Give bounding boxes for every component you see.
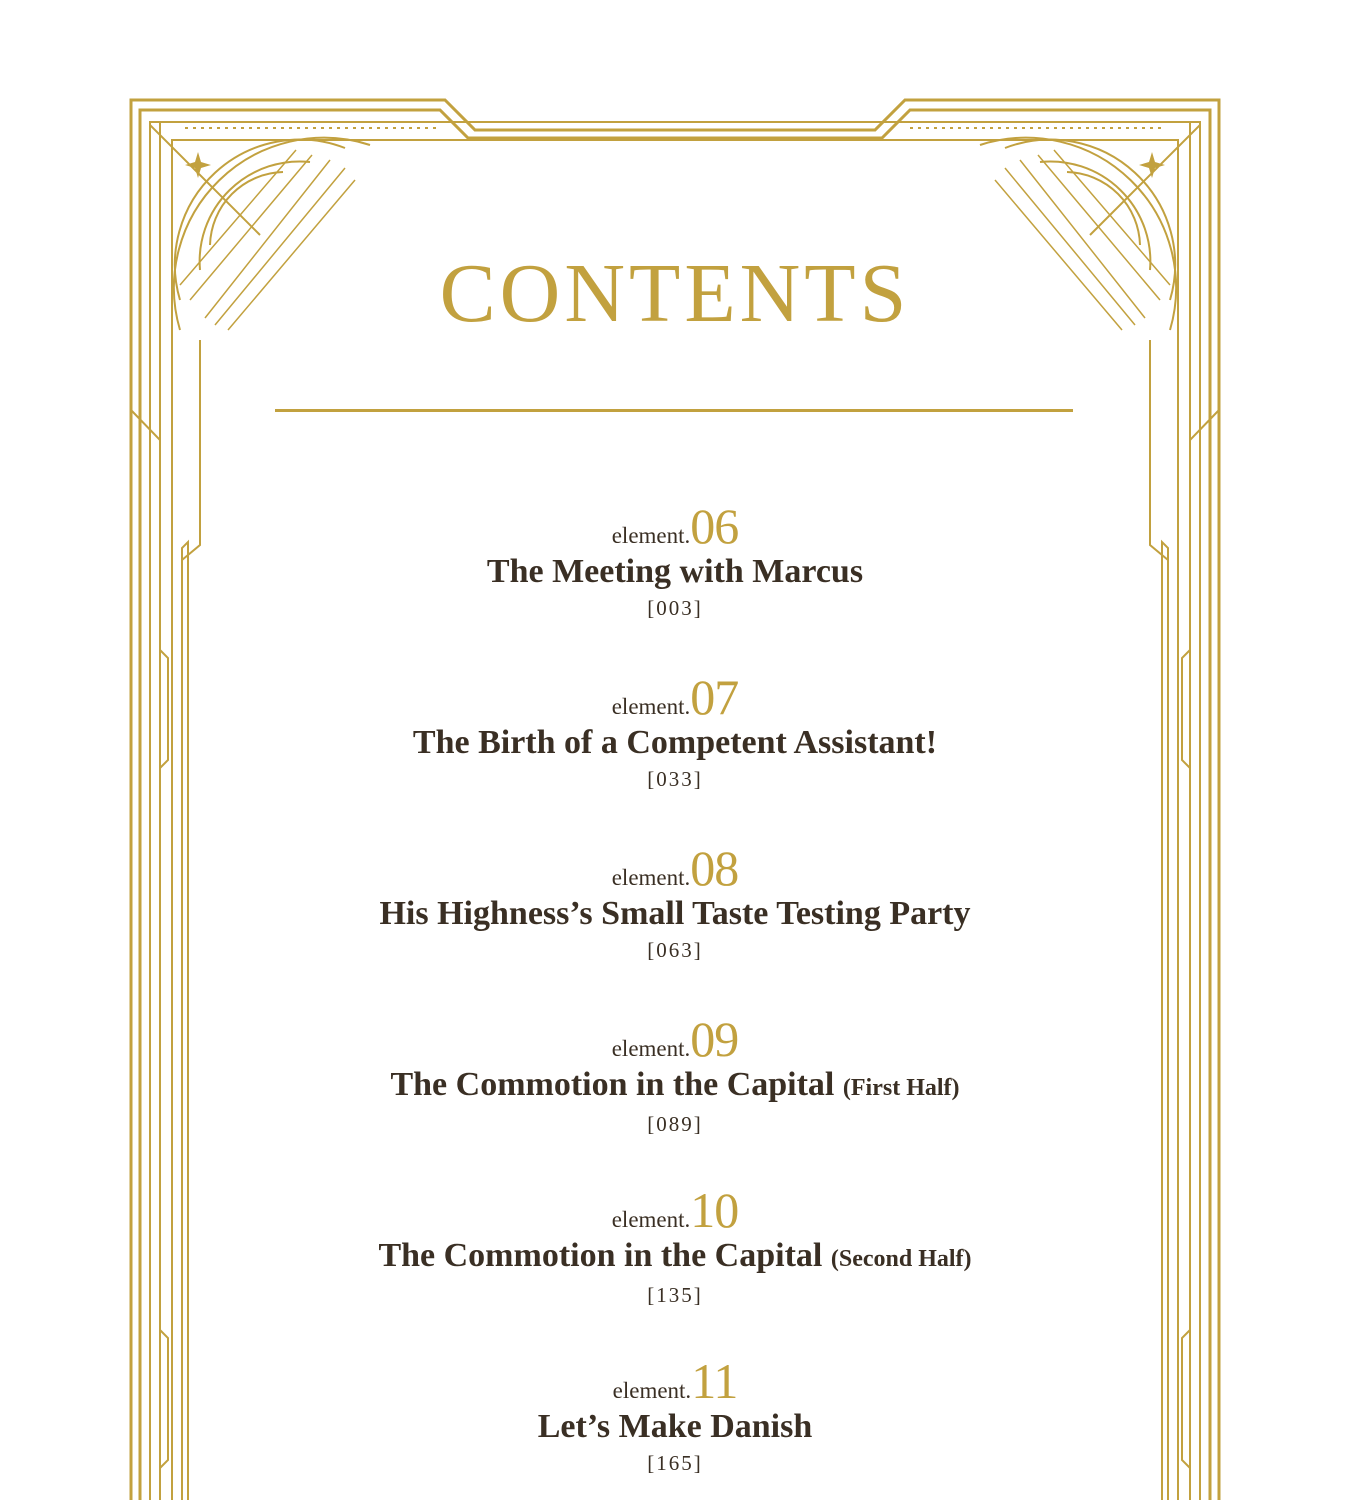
toc-entry[interactable]	[0, 671, 1350, 793]
entry-subtitle: (First Half)	[842, 1075, 960, 1101]
entry-title-text: The Meeting with Marcus	[486, 553, 864, 590]
entry-subtitle: (Second Half)	[830, 1246, 972, 1272]
element-number: 07	[690, 669, 739, 725]
page-number: [089]	[647, 1112, 703, 1136]
page-number: [135]	[647, 1283, 703, 1307]
entry-title	[0, 894, 1350, 934]
entry-title	[0, 1236, 1350, 1279]
page-number: [033]	[647, 767, 703, 791]
element-label: element.	[611, 523, 691, 548]
toc-entry[interactable]	[0, 500, 1350, 622]
entry-title	[0, 1065, 1350, 1108]
toc-entry[interactable]	[0, 1013, 1350, 1138]
toc-entry[interactable]	[0, 1184, 1350, 1309]
element-label: element.	[611, 1207, 691, 1232]
entry-title-text: The Birth of a Competent Assistant!	[412, 724, 938, 761]
title-divider	[275, 409, 1073, 412]
page-title: CONTENTS	[439, 247, 911, 340]
element-number: 11	[691, 1353, 738, 1409]
element-number: 09	[690, 1011, 739, 1067]
page-number: [063]	[647, 938, 703, 962]
element-label: element.	[611, 1036, 691, 1061]
element-number: 08	[690, 840, 739, 896]
entry-title-text: Let’s Make Danish	[537, 1408, 813, 1445]
entry-title	[0, 723, 1350, 763]
element-label: element.	[611, 694, 691, 719]
entry-title	[0, 1407, 1350, 1447]
star-icon	[185, 152, 1165, 178]
entry-title-text: The Commotion in the Capital	[378, 1237, 823, 1274]
page-number: [003]	[647, 596, 703, 620]
entry-title-text: His Highness’s Small Taste Testing Party	[379, 895, 971, 932]
toc-entry[interactable]	[0, 842, 1350, 964]
element-label: element.	[612, 1378, 692, 1403]
entry-title	[0, 552, 1350, 592]
toc-entry[interactable]	[0, 1355, 1350, 1477]
element-label: element.	[611, 865, 691, 890]
entry-title-text: The Commotion in the Capital	[390, 1066, 835, 1103]
page-number: [165]	[647, 1451, 703, 1475]
element-number: 10	[690, 1182, 739, 1238]
element-number: 06	[690, 498, 739, 554]
